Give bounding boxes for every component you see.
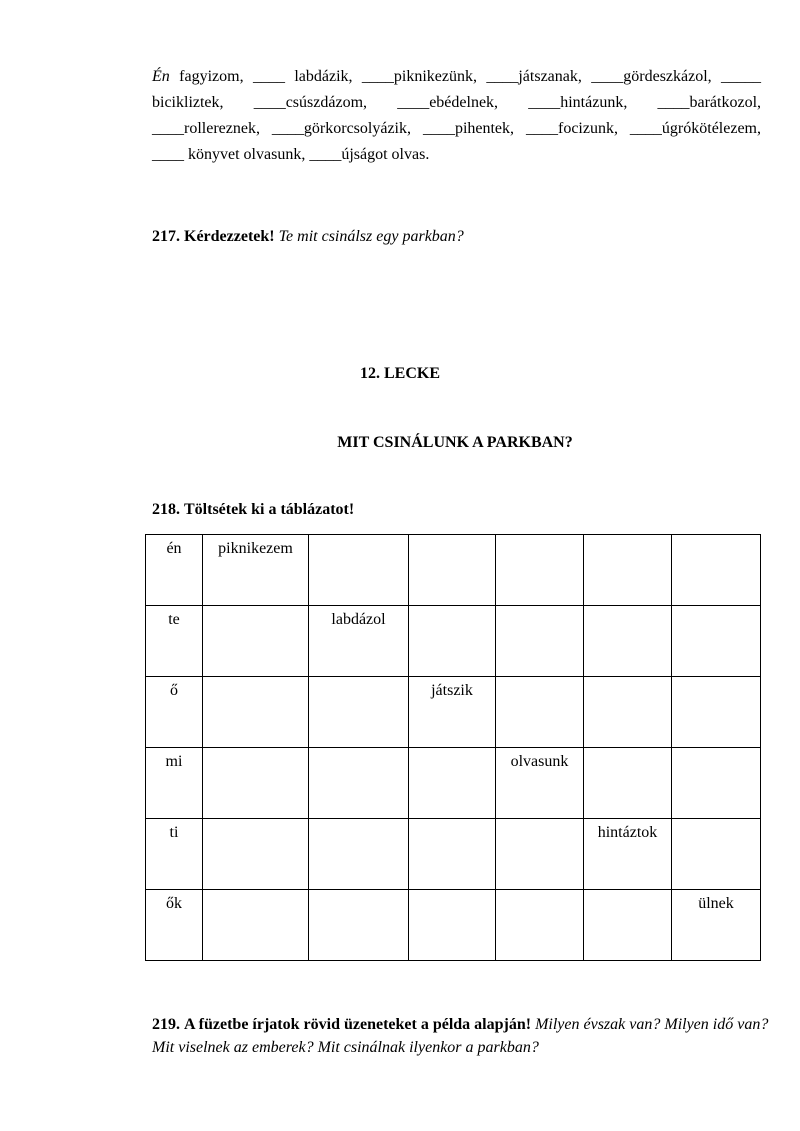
exercise-question: Te mit csinálsz egy parkban? bbox=[278, 228, 464, 245]
empty-answer-cell[interactable] bbox=[496, 677, 584, 748]
empty-answer-cell[interactable] bbox=[584, 606, 672, 677]
answer-blank[interactable]: ____ bbox=[252, 68, 285, 85]
empty-answer-cell[interactable] bbox=[409, 890, 496, 961]
empty-answer-cell[interactable] bbox=[496, 535, 584, 606]
word-list-item: fagyizom, bbox=[179, 68, 244, 85]
answer-blank[interactable]: ____ bbox=[591, 68, 624, 85]
exercise-instruction: A füzetbe írjatok rövid üzeneteket a példa alapján! bbox=[184, 1016, 532, 1033]
pronoun-cell: ti bbox=[146, 819, 203, 890]
empty-answer-cell[interactable] bbox=[409, 535, 496, 606]
word-list-item: hintázunk, bbox=[560, 94, 628, 111]
empty-answer-cell[interactable] bbox=[672, 535, 761, 606]
answer-blank[interactable]: ____ bbox=[528, 94, 561, 111]
empty-answer-cell[interactable] bbox=[584, 535, 672, 606]
table-row bbox=[146, 890, 761, 961]
exercise-number: 218. bbox=[152, 501, 180, 518]
conjugation-table bbox=[145, 534, 761, 961]
verb-example-cell: olvasunk bbox=[496, 748, 584, 819]
empty-answer-cell[interactable] bbox=[309, 677, 409, 748]
empty-answer-cell[interactable] bbox=[672, 677, 761, 748]
exercise-number: 219. bbox=[152, 1016, 180, 1033]
word-list-item: úgrókötélezem, bbox=[661, 120, 761, 137]
lesson-number: 12. LECKE bbox=[359, 365, 440, 382]
word-list-item: rollereznek, bbox=[184, 120, 260, 137]
empty-answer-cell[interactable] bbox=[496, 819, 584, 890]
word-list-item: könyvet olvasunk, bbox=[184, 146, 306, 163]
answer-blank[interactable]: _____ bbox=[721, 68, 762, 85]
answer-blank[interactable]: ____ bbox=[629, 120, 662, 137]
word-list-item: újságot olvas. bbox=[341, 146, 430, 163]
empty-answer-cell[interactable] bbox=[203, 677, 309, 748]
exercise-218 bbox=[152, 501, 354, 519]
empty-answer-cell[interactable] bbox=[672, 819, 761, 890]
word-list-item: gördeszkázol, bbox=[623, 68, 712, 85]
exercise-number: 217. bbox=[152, 228, 180, 245]
verb-example-cell: játszik bbox=[409, 677, 496, 748]
exercise-questions: Milyen évszak van? Milyen idő van? Mit viselnek az emberek? Mit csinálnak ilyenkor a parkban? bbox=[152, 1016, 769, 1056]
word-list-item: játszanak, bbox=[518, 68, 582, 85]
table-row bbox=[146, 748, 761, 819]
word-list-item: ebédelnek, bbox=[429, 94, 499, 111]
empty-answer-cell[interactable] bbox=[203, 819, 309, 890]
word-list-item: görkorcsolyázik, bbox=[303, 120, 411, 137]
answer-blank[interactable]: ____ bbox=[422, 120, 455, 137]
answer-blank[interactable]: ____ bbox=[253, 94, 286, 111]
empty-answer-cell[interactable] bbox=[203, 606, 309, 677]
empty-answer-cell[interactable] bbox=[309, 748, 409, 819]
empty-answer-cell[interactable] bbox=[309, 535, 409, 606]
empty-answer-cell[interactable] bbox=[496, 606, 584, 677]
verb-example-cell: labdázol bbox=[309, 606, 409, 677]
exercise-217 bbox=[152, 228, 772, 246]
exercise-219 bbox=[152, 1013, 772, 1059]
answer-blank[interactable]: ____ bbox=[309, 146, 342, 163]
answer-blank[interactable]: ____ bbox=[486, 68, 519, 85]
empty-answer-cell[interactable] bbox=[309, 890, 409, 961]
word-list-item: pihentek, bbox=[454, 120, 515, 137]
empty-answer-cell[interactable] bbox=[672, 748, 761, 819]
empty-answer-cell[interactable] bbox=[409, 606, 496, 677]
answer-blank[interactable]: ____ bbox=[152, 146, 184, 163]
word-list-item: bicikliztek, bbox=[152, 94, 224, 111]
empty-answer-cell[interactable] bbox=[496, 890, 584, 961]
pronoun-cell: mi bbox=[146, 748, 203, 819]
empty-answer-cell[interactable] bbox=[409, 748, 496, 819]
exercise-instruction: Töltsétek ki a táblázatot! bbox=[184, 501, 355, 518]
word-list-item: piknikezünk, bbox=[393, 68, 477, 85]
empty-answer-cell[interactable] bbox=[309, 819, 409, 890]
answer-blank[interactable]: ____ bbox=[152, 120, 184, 137]
answer-blank[interactable]: ____ bbox=[657, 94, 690, 111]
table-row bbox=[146, 606, 761, 677]
pronoun-cell: te bbox=[146, 606, 203, 677]
empty-answer-cell[interactable] bbox=[672, 606, 761, 677]
table-row bbox=[146, 677, 761, 748]
empty-answer-cell[interactable] bbox=[584, 890, 672, 961]
verb-example-cell: ülnek bbox=[672, 890, 761, 961]
empty-answer-cell[interactable] bbox=[203, 890, 309, 961]
exercise-instruction: Kérdezzetek! bbox=[184, 228, 275, 245]
word-list-item: focizunk, bbox=[557, 120, 618, 137]
pronoun-cell: én bbox=[146, 535, 203, 606]
verb-example-cell: piknikezem bbox=[203, 535, 309, 606]
answer-blank[interactable]: ____ bbox=[525, 120, 558, 137]
verb-example-cell: hintáztok bbox=[584, 819, 672, 890]
word-list-item: csúszdázom, bbox=[285, 94, 368, 111]
table-row bbox=[146, 819, 761, 890]
word-list-paragraph bbox=[152, 64, 761, 168]
empty-answer-cell[interactable] bbox=[203, 748, 309, 819]
lesson-title: MIT CSINÁLUNK A PARKBAN? bbox=[337, 434, 573, 451]
empty-answer-cell[interactable] bbox=[584, 748, 672, 819]
table-row bbox=[146, 535, 761, 606]
word-list-item: barátkozol, bbox=[689, 94, 762, 111]
word-list-item: Én bbox=[152, 68, 170, 85]
answer-blank[interactable]: ____ bbox=[361, 68, 394, 85]
pronoun-cell: ő bbox=[146, 677, 203, 748]
word-list-item: labdázik, bbox=[284, 68, 353, 85]
pronoun-cell: ők bbox=[146, 890, 203, 961]
empty-answer-cell[interactable] bbox=[409, 819, 496, 890]
answer-blank[interactable]: ____ bbox=[397, 94, 430, 111]
empty-answer-cell[interactable] bbox=[584, 677, 672, 748]
answer-blank[interactable]: ____ bbox=[271, 120, 304, 137]
